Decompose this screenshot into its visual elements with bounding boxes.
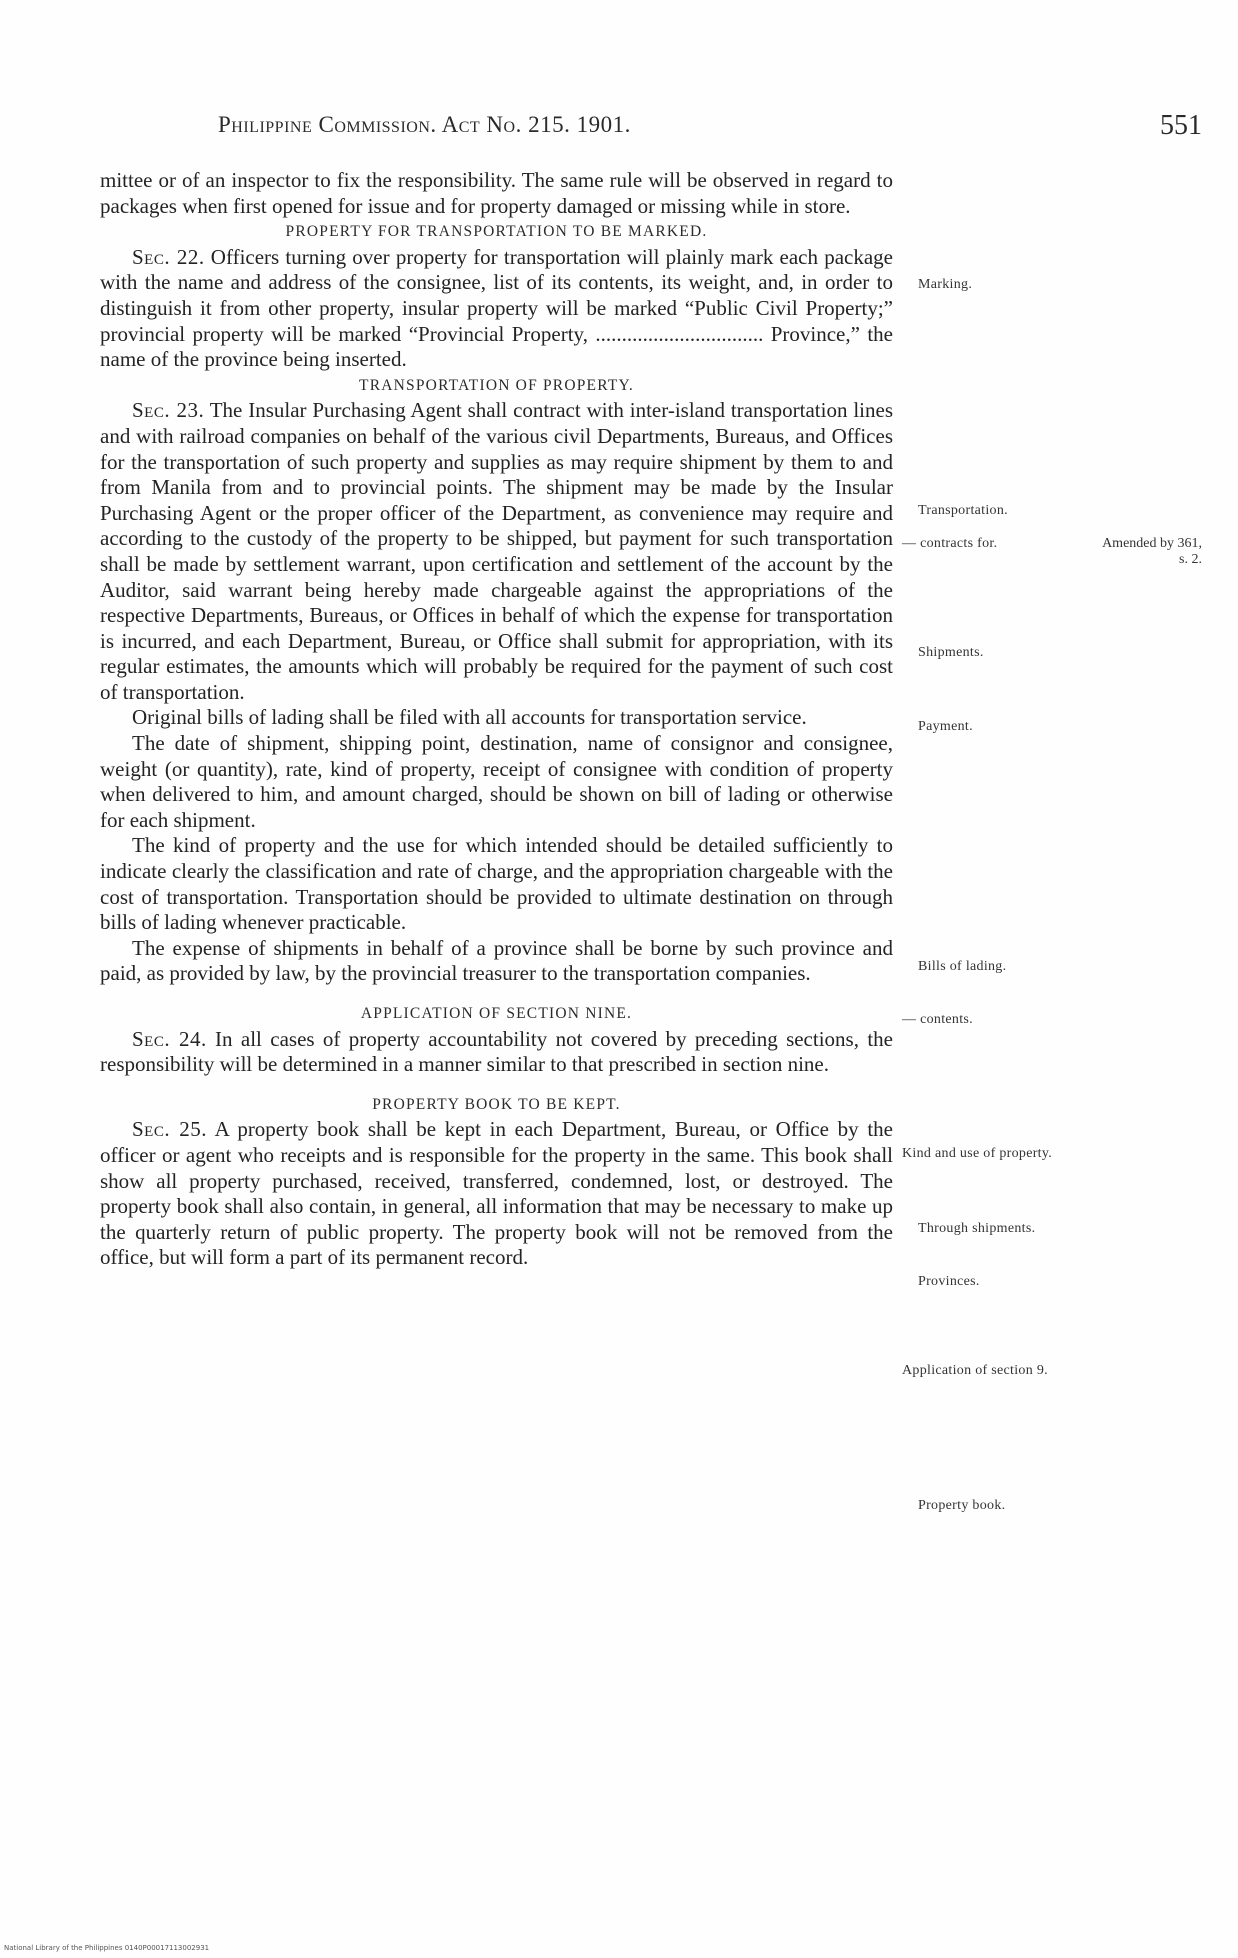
section-23: [100, 398, 893, 705]
section-25: [100, 1117, 893, 1271]
section-25-label: Sec. 25.: [132, 1117, 208, 1142]
library-footer-tag: National Library of the Philippines 0140P00017113002931: [4, 1944, 210, 1952]
paragraph-bill-contents: The date of shipment, shipping point, destination, name of consignor and consignee, weight (or quantity), rate, kind of property, receipt of consignee with condition of property when delivered to him, and amount charged, should be shown on bill of lading or otherwise for each shipment.: [100, 731, 893, 832]
section-24-label: Sec. 24.: [132, 1026, 207, 1051]
margin-note-contracts-for: — contracts for.: [902, 536, 998, 551]
section-24-text: In all cases of property accountability not covered by preceding sections, the responsibility will be determined in a manner similar to that prescribed in section nine.: [100, 1026, 893, 1077]
section-23-text: The Insular Purchasing Agent shall contract with inter-island transportation lines and with railroad companies on behalf of the various civil Departments, Bureaus, and Offices for the transportation of such property and supplies as may require shipment by them to and from Manila from and to provincial points. The shipment may be made by the Insular Purchasing Agent or the proper officer of the Department, as convenience may require and according to the custody of the property to be shipped, but payment for such transportation shall be made by settlement warrant, upon certification and settlement of the account by the Auditor, said warrant being hereby made chargeable against the appropriations of the respective Departments, Bureaus, or Offices in behalf of which the expense for transportation is incurred, and each Department, Bureau, or Office shall submit for appropriation, with its regular estimates, the amounts which will probably be required for the payment of such cost of transportation.: [100, 398, 893, 704]
section-22: [100, 245, 893, 373]
margin-note-transportation: Transportation.: [918, 503, 1008, 518]
paragraph-kind-of-property: The kind of property and the use for which intended should be detailed sufficiently to indicate clearly the classification and rate of charge, and the appropriation chargeable with the cost of transportation. Transportation should be provided to ultimate destination on through bills of lading whenever practicable.: [100, 833, 893, 935]
margin-note-contents: — contents.: [902, 1012, 973, 1027]
heading-sec-22: PROPERTY FOR TRANSPORTATION TO BE MARKED.: [285, 223, 708, 241]
amendment-note: Amended by 361, s. 2.: [1102, 536, 1202, 567]
margin-note-bills-of-lading: Bills of lading.: [918, 959, 1007, 974]
paragraph-bills-of-lading: Original bills of lading shall be filed with all accounts for transportation service.: [132, 705, 807, 730]
margin-note-through-shipments: Through shipments.: [918, 1221, 1036, 1236]
heading-sec-23: TRANSPORTATION OF PROPERTY.: [359, 376, 634, 394]
paragraph-continuation: mittee or of an inspector to fix the responsibility. The same rule will be observed in regard to packages when first opened for issue and for property damaged or missing while in store.: [100, 168, 893, 218]
section-23-label: Sec. 23.: [132, 398, 205, 423]
margin-note-property-book: Property book.: [918, 1498, 1006, 1513]
margin-note-kind-and-use: Kind and use of property.: [902, 1146, 1053, 1161]
margin-note-payment: Payment.: [918, 719, 973, 734]
section-22-label: Sec. 22.: [132, 244, 205, 269]
margin-note-shipments: Shipments.: [918, 645, 984, 660]
margin-note-application-sec9: Application of section 9.: [902, 1363, 1048, 1378]
paragraph-province-expense: The expense of shipments in behalf of a province shall be borne by such province and paid, as provided by law, by the provincial treasurer to the transportation companies.: [100, 935, 893, 986]
heading-sec-25: PROPERTY BOOK TO BE KEPT.: [372, 1095, 621, 1113]
page-number: 551: [1160, 110, 1202, 141]
heading-sec-24: APPLICATION OF SECTION NINE.: [360, 1005, 633, 1022]
section-22-text: Officers turning over property for transportation will plainly mark each package with the name and address of the consignee, list of its contents, its weight, and, in order to distinguish it from other property, insular property will be marked “Public Civil Property;” provincial property will be marked “Provincial Property, ................................ Province,” the name of the province being inserted.: [100, 244, 893, 372]
running-head: Philippine Commission. Act No. 215. 1901.: [218, 112, 631, 137]
section-25-text: A property book shall be kept in each Department, Bureau, or Office by the officer or agent who receipts and is responsible for the property in the same. This book shall show all property purchased, received, transferred, condemned, lost, or destroyed. The property book shall also contain, in general, all information that may be necessary to make up the quarterly return of public property. The property book will not be removed from the office, but will form a part of its permanent record.: [100, 1117, 893, 1270]
section-24: [100, 1027, 893, 1078]
margin-note-provinces: Provinces.: [918, 1274, 980, 1289]
body-text: [100, 168, 893, 1271]
margin-note-marking: Marking.: [918, 277, 973, 292]
